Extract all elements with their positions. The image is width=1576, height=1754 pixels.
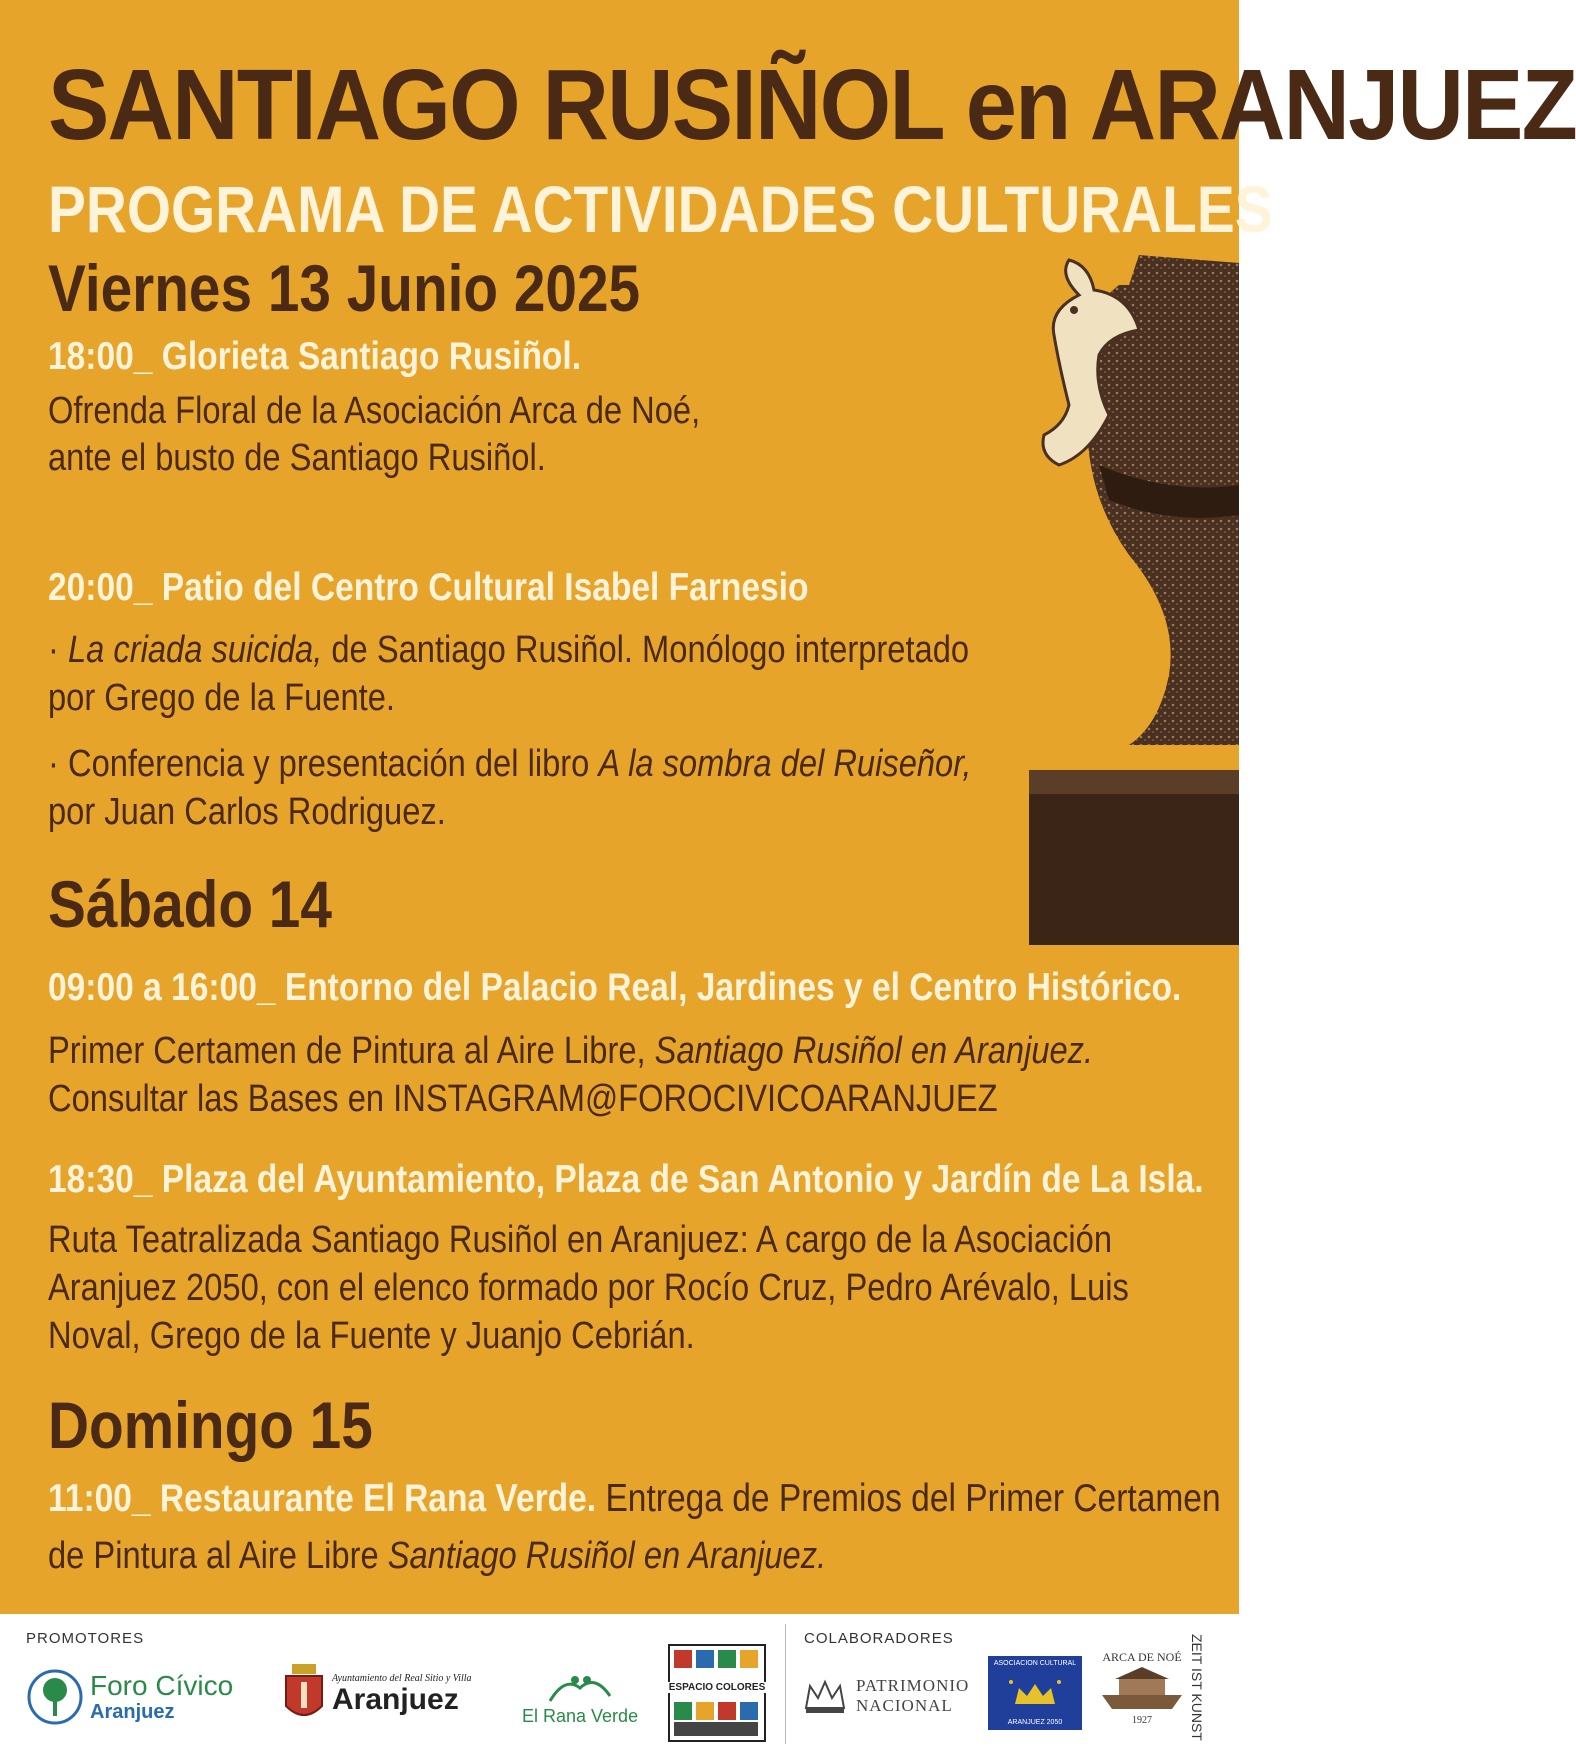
logo-ayuntamiento <box>282 1662 472 1726</box>
foro-line2: Aranjuez <box>90 1701 175 1723</box>
urn-illustration <box>1019 255 1239 945</box>
arca-year: 1927 <box>1132 1715 1152 1726</box>
friday-slot-1800: 18:00_ Glorieta Santiago Rusiñol. <box>48 335 582 378</box>
patrimonio-line2: NACIONAL <box>856 1696 953 1715</box>
sunday-line2-start: de Pintura al Aire Libre <box>48 1535 379 1577</box>
friday-slot1-desc-line2: ante el busto de Santiago Rusiñol. <box>48 437 546 479</box>
arca-name: ARCA DE NOÉ <box>1102 1650 1182 1664</box>
frog-icon <box>545 1666 615 1706</box>
logo-el-rana-verde <box>522 1666 638 1727</box>
rana-name: El Rana Verde <box>522 1706 639 1726</box>
item2-start: · Conferencia y presentación del libro <box>48 743 590 785</box>
saturday-slot-0900: 09:00 a 16:00_ Entorno del Palacio Real, Jardines y el Centro Histórico. <box>48 966 1182 1009</box>
foro-line1: Foro Cívico <box>90 1670 234 1701</box>
zeit-ist-kunst: ZEIT IST KUNST <box>1189 1634 1205 1741</box>
ayto-name: Aranjuez <box>332 1682 459 1716</box>
logo-aranjuez-2050 <box>988 1656 1082 1730</box>
bullet: · <box>48 629 59 671</box>
poster-title: SANTIAGO RUSIÑOL en ARANJUEZ <box>48 49 1576 161</box>
friday-item1-line2: por Grego de la Fuente. <box>48 677 395 719</box>
day-friday: Viernes 13 Junio 2025 <box>48 251 641 325</box>
logo-patrimonio-nacional <box>802 1676 969 1716</box>
footer-divider <box>785 1624 786 1744</box>
day-sunday: Domingo 15 <box>48 1388 373 1462</box>
poster-subtitle: PROGRAMA DE ACTIVIDADES CULTURALES <box>48 172 1273 246</box>
friday-slot-2000: 20:00_ Patio del Centro Cultural Isabel Farnesio <box>48 566 809 609</box>
ayto-small: Ayuntamiento del Real Sitio y Villa <box>332 1672 472 1684</box>
collaborators-label: COLABORADORES <box>804 1630 954 1647</box>
sunday-slot-rest: Entrega de Premios del Primer Certamen <box>605 1477 1221 1520</box>
espacio-name: ESPACIO COLORES <box>668 1682 766 1693</box>
stars-crown-icon <box>1005 1676 1065 1710</box>
play-title: La criada suicida, <box>67 629 323 671</box>
sunday-line2 <box>48 1532 826 1580</box>
saturday-slot2-line3: Noval, Grego de la Fuente y Juanjo Cebrián. <box>48 1315 695 1357</box>
saturday-slot1-line2: Consultar las Bases en INSTAGRAM@FOROCIVICOARANJUEZ <box>48 1078 998 1120</box>
footer <box>0 1614 1239 1754</box>
tree-icon <box>26 1668 84 1726</box>
sunday-line2-title: Santiago Rusiñol en Aranjuez. <box>387 1535 827 1577</box>
friday-item2-line1 <box>48 740 971 788</box>
coat-of-arms-icon <box>282 1662 326 1726</box>
sunday-slot-1100 <box>48 1476 1221 1522</box>
saturday-slot1-line1 <box>48 1027 1093 1075</box>
item1-rest: de Santiago Rusiñol. Monólogo interpretado <box>331 629 970 671</box>
saturday-slot2-line2: Aranjuez 2050, con el elenco formado por Rocío Cruz, Pedro Arévalo, Luis <box>48 1267 1129 1309</box>
asoc-line1: ASOCIACION CULTURAL <box>993 1660 1077 1667</box>
friday-slot1-desc-line1: Ofrenda Floral de la Asociación Arca de Noé, <box>48 390 701 432</box>
promoters-label: PROMOTORES <box>26 1630 145 1647</box>
sunday-slot-place: 11:00_ Restaurante El Rana Verde. <box>48 1477 597 1520</box>
crown-icon <box>802 1676 848 1716</box>
saturday-slot2-line1: Ruta Teatralizada Santiago Rusiñol en Aranjuez: A cargo de la Asociación <box>48 1219 1113 1261</box>
day-saturday: Sábado 14 <box>48 867 332 941</box>
asoc-line2: ARANJUEZ 2050 <box>1007 1719 1063 1726</box>
saturday-slot-1830: 18:30_ Plaza del Ayuntamiento, Plaza de San Antonio y Jardín de La Isla. <box>48 1158 1204 1201</box>
friday-item1-line1 <box>48 626 969 674</box>
logo-arca-de-noe <box>1094 1650 1190 1740</box>
logo-foro-civico <box>26 1668 233 1726</box>
patrimonio-line1: PATRIMONIO <box>856 1676 970 1695</box>
contest-title: Santiago Rusiñol en Aranjuez. <box>654 1030 1094 1072</box>
ark-icon <box>1097 1665 1187 1715</box>
color-grid-icon <box>668 1644 766 1742</box>
contest-text: Primer Certamen de Pintura al Aire Libre, <box>48 1030 646 1072</box>
friday-item2-line2: por Juan Carlos Rodriguez. <box>48 791 446 833</box>
book-title: A la sombra del Ruiseñor, <box>598 743 972 785</box>
logo-espacio-colores <box>668 1644 766 1742</box>
